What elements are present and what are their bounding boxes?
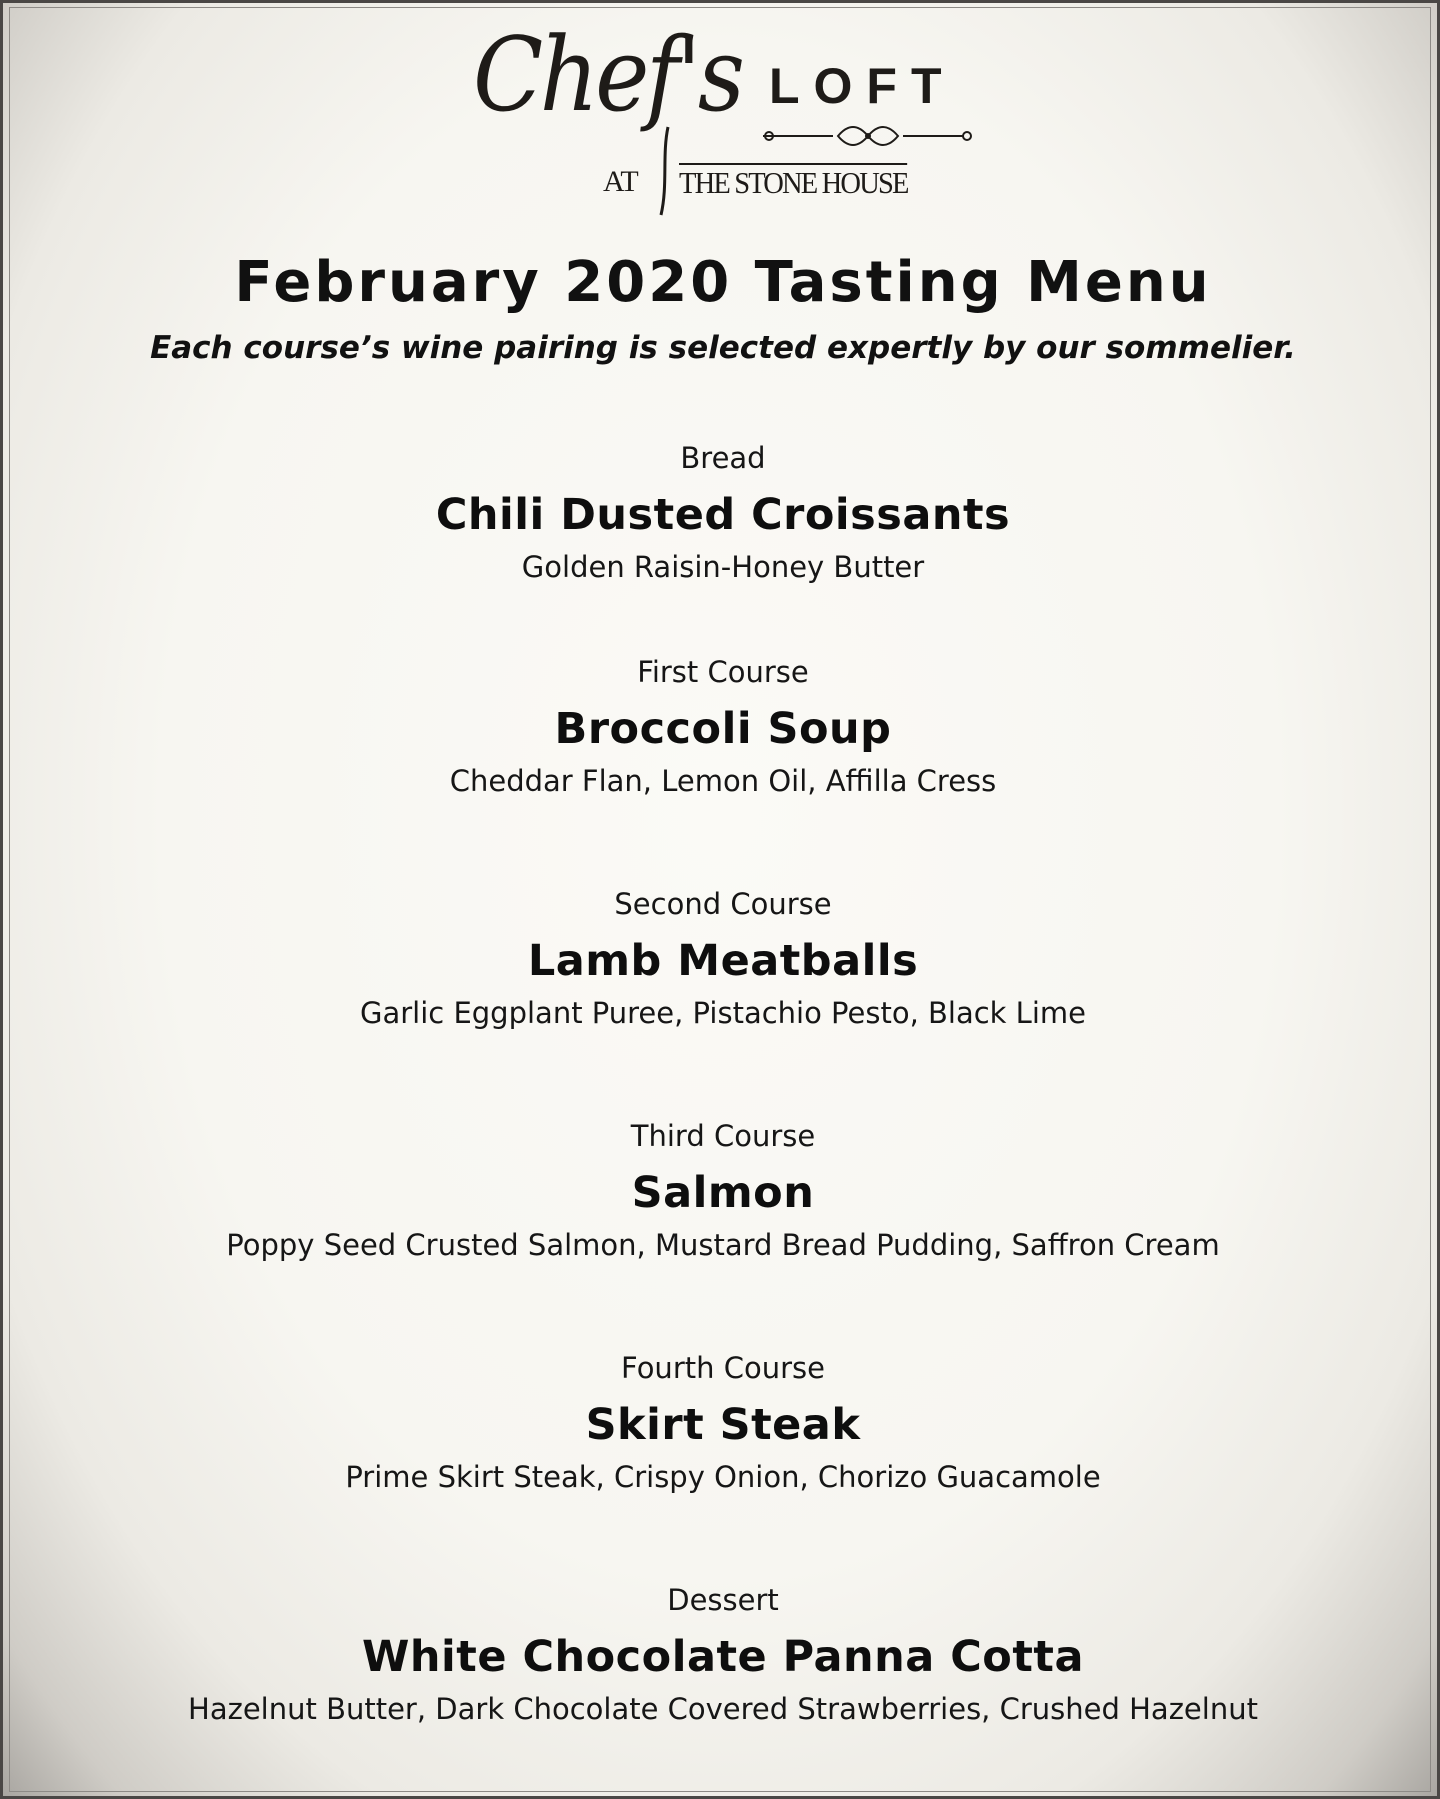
course-fourth (3, 1351, 1440, 1494)
course-name: Salmon (631, 1168, 815, 1218)
course-first (3, 655, 1440, 798)
course-name: Skirt Steak (585, 1400, 861, 1450)
course-label: Dessert (667, 1583, 779, 1617)
course-description: Cheddar Flan, Lemon Oil, Affilla Cress (449, 764, 997, 798)
logo-stem-icon (658, 125, 672, 217)
menu-title: February 2020 Tasting Menu (234, 250, 1212, 315)
menu-subtitle: Each course’s wine pairing is selected expertly by our sommelier. (150, 330, 1296, 366)
logo-stonehouse-text: THE STONE HOUSE (679, 165, 908, 200)
restaurant-logo (463, 17, 983, 213)
course-description: Golden Raisin-Honey Butter (521, 550, 925, 584)
flourish-ornament-icon (763, 121, 973, 151)
course-description: Garlic Eggplant Puree, Pistachio Pesto, Black Lime (360, 996, 1086, 1030)
course-label: Bread (680, 441, 766, 475)
course-label: Second Course (614, 887, 832, 921)
course-label: Third Course (630, 1119, 816, 1153)
course-label: Fourth Course (621, 1351, 825, 1385)
course-label: First Course (637, 655, 809, 689)
logo-script-text: Chef's (473, 16, 742, 135)
course-name: White Chocolate Panna Cotta (362, 1632, 1084, 1682)
course-dessert (3, 1583, 1440, 1726)
course-bread (3, 441, 1440, 584)
course-description: Prime Skirt Steak, Crispy Onion, Chorizo Guacamole (345, 1460, 1101, 1494)
logo-loft-text: LOFT (769, 58, 956, 114)
course-name: Broccoli Soup (554, 704, 892, 754)
logo-at-text: AT (603, 165, 638, 198)
course-third (3, 1119, 1440, 1262)
course-name: Lamb Meatballs (527, 936, 919, 986)
course-description: Hazelnut Butter, Dark Chocolate Covered Strawberries, Crushed Hazelnut (188, 1692, 1258, 1726)
course-second (3, 887, 1440, 1030)
course-name: Chili Dusted Croissants (435, 490, 1011, 540)
course-description: Poppy Seed Crusted Salmon, Mustard Bread Pudding, Saffron Cream (226, 1228, 1220, 1262)
